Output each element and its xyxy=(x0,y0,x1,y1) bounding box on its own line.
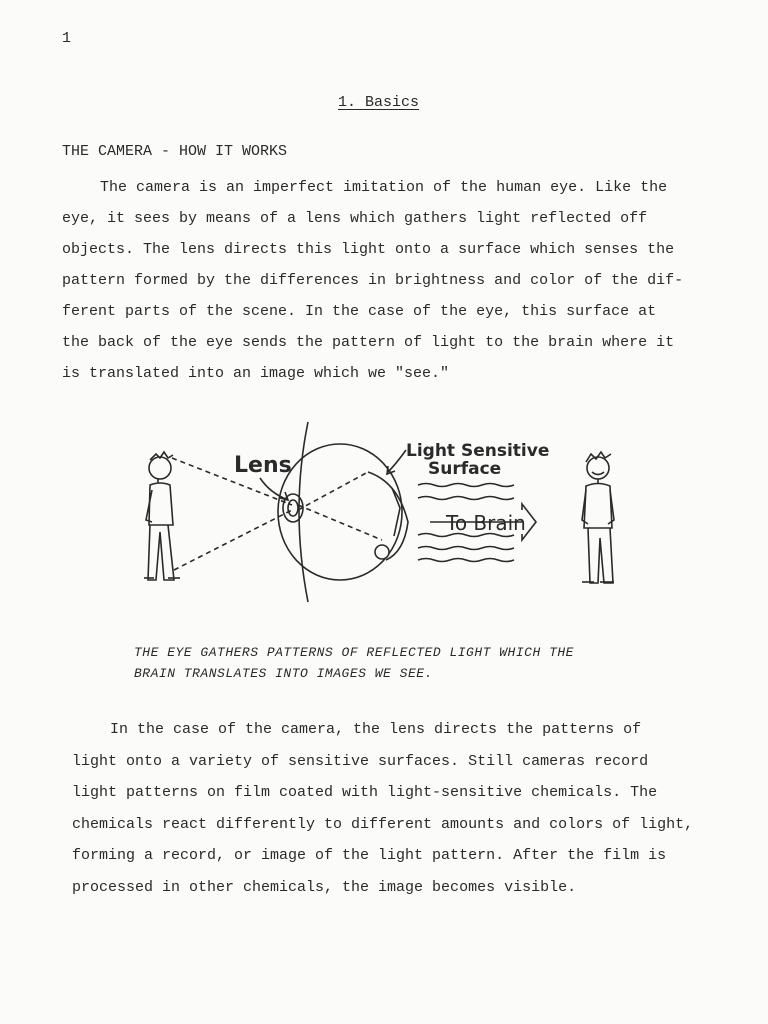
paragraph-line: ferent parts of the scene. In the case of the eye, this surface at xyxy=(62,303,657,320)
caption-line: BRAIN TRANSLATES INTO IMAGES WE SEE. xyxy=(134,666,433,681)
paragraph-2 xyxy=(72,714,762,903)
lens-label: Lens xyxy=(234,453,292,478)
surface-label-line1: Light Sensitive xyxy=(406,441,550,461)
brain-label: To Brain xyxy=(446,511,526,535)
paragraph-line: the back of the eye sends the pattern of light to the brain where it xyxy=(62,334,675,351)
paragraph-line: objects. The lens directs this light onto a surface which senses the xyxy=(62,241,675,258)
page-number: 1 xyxy=(62,30,72,47)
eye-diagram xyxy=(130,410,630,610)
paragraph-line: forming a record, or image of the light pattern. After the film is xyxy=(72,847,667,864)
surface-label-line2: Surface xyxy=(428,459,502,479)
chapter-title: 1. Basics xyxy=(338,94,420,111)
paragraph-line: eye, it sees by means of a lens which gathers light reflected off xyxy=(62,210,648,227)
paragraph-line: processed in other chemicals, the image becomes visible. xyxy=(72,878,577,896)
viewer-figure xyxy=(144,452,180,580)
figure-caption xyxy=(134,642,574,684)
paragraph-line: The camera is an imperfect imitation of the human eye. Like the xyxy=(100,179,668,196)
brain-figure xyxy=(582,452,614,583)
paragraph-line: is translated into an image which we "see." xyxy=(62,365,450,382)
paragraph-line: chemicals react differently to different amounts and colors of light, xyxy=(72,815,694,833)
section-heading: THE CAMERA - HOW IT WORKS xyxy=(62,143,288,160)
paragraph-1 xyxy=(62,172,752,389)
caption-line: THE EYE GATHERS PATTERNS OF REFLECTED LIGHT WHICH THE xyxy=(134,645,574,660)
paragraph-line: pattern formed by the differences in brightness and color of the dif- xyxy=(62,272,684,289)
paragraph-line: light patterns on film coated with light-sensitive chemicals. The xyxy=(72,784,658,801)
paragraph-line: In the case of the camera, the lens directs the patterns of xyxy=(110,721,642,738)
paragraph-line: light onto a variety of sensitive surfaces. Still cameras record xyxy=(72,752,649,770)
